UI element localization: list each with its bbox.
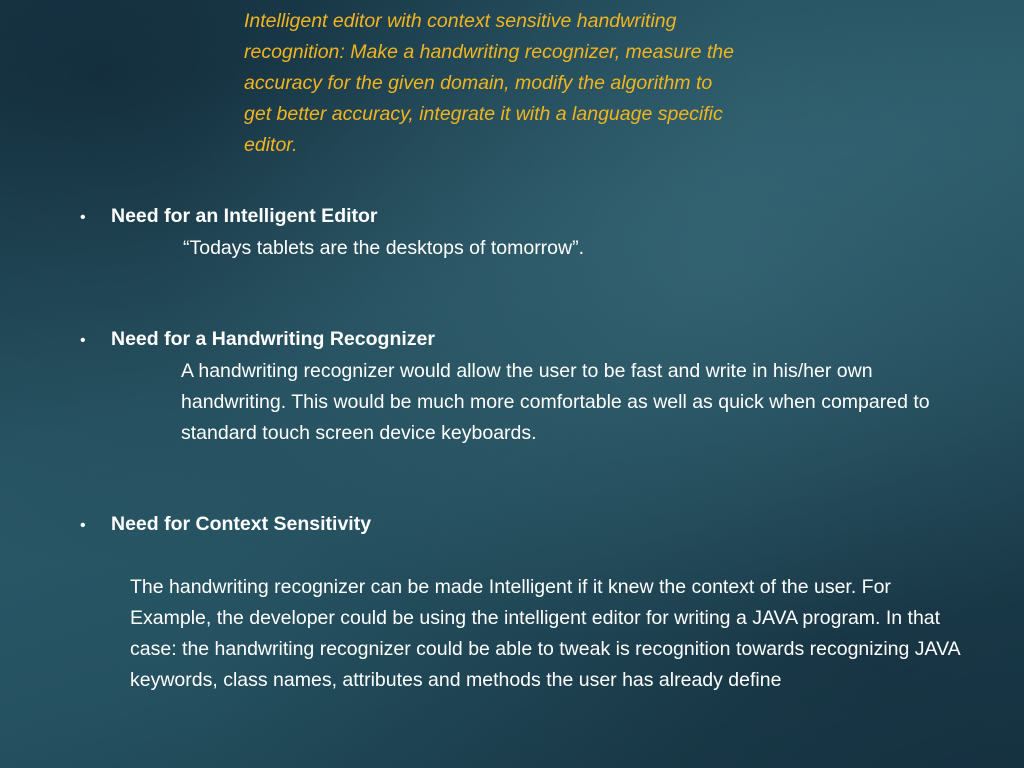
section-heading: Need for an Intelligent Editor [111,205,378,227]
section-handwriting-recognizer [80,324,960,449]
section-heading: Need for Context Sensitivity [111,513,372,535]
bullet-icon: • [80,209,86,226]
bullet-icon: • [80,332,86,349]
section-heading: Need for a Handwriting Recognizer [111,328,435,350]
section-context-sensitivity [80,509,960,696]
section-text: The handwriting recognizer can be made Intelligent if it knew the context of the user. For Example, the developer could be using the intelligent editor for writing a JAVA program. In that case: the handwriting recognizer could be able to tweak is recognition towards recognizing JAVA keywords, class names, attributes and methods the user has already define [130,576,960,691]
section-intelligent-editor [80,201,960,264]
section-text: A handwriting recognizer would allow the user to be fast and write in his/her own handwriting. This would be much more comfortable as well as quick when compared to standard touch screen device keyboards. [181,360,930,444]
intro-text: Intelligent editor with context sensitive handwriting recognition: Make a handwriting recognizer, measure the accuracy for the given domain, modify the algorithm to get better accuracy, integrate it with a language specific editor. [244,10,734,156]
section-text: “Todays tablets are the desktops of tomorrow”. [183,237,585,259]
bullet-icon: • [80,517,86,534]
